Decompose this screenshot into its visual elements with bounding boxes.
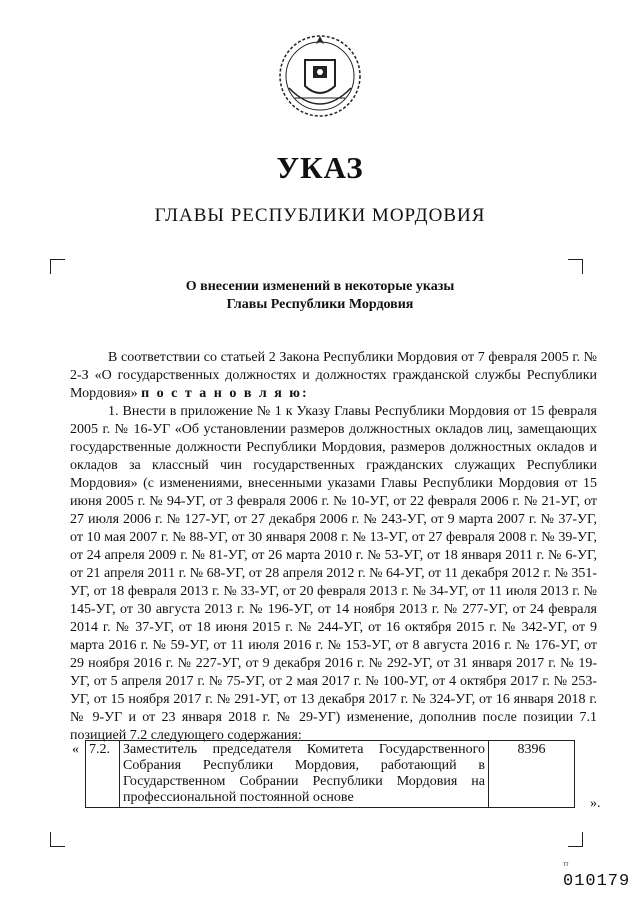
position-insert	[70, 740, 618, 811]
decree-heading-line2: Главы Республики Мордовия	[226, 297, 414, 312]
corner-mark-top-left	[50, 259, 65, 274]
corner-mark-bottom-right	[568, 832, 583, 847]
salary-value: 8396	[489, 741, 575, 808]
corner-mark-bottom-left	[50, 832, 65, 847]
coat-of-arms-icon	[275, 28, 365, 120]
preamble-text: В соответствии со статьей 2 Закона Республики Мордовия от 7 февраля 2005 г. № 2-З «О государственных должностях и должностях гражданской службы Республики Мордовия»	[70, 350, 597, 401]
amendment-paragraph: 1. Внести в приложение № 1 к Указу Главы Республики Мордовия от 15 февраля 2005 г. № 16-УГ «Об установлении размеров должностных окладов лиц, замещающих государственные должности Республики Мордовия, размеров должностных окладов и окладов за классный чин государственных гражданских служащих Республики Мордовия» (с изменениями, внесенными указами Главы Республики Мордовия от 15 июня 2005 г. № 94-УГ, от 3 февраля 2006 г. № 10-УГ, от 22 февраля 2006 г. № 21-УГ, от 27 июля 2006 г. № 127-УГ, от 27 декабря 2006 г. № 243-УГ, от 9 марта 2007 г. № 37-УГ, от 10 мая 2007 г. № 88-УГ, от 30 января 2008 г. № 13-УГ, от 27 февраля 2008 г. № 39-УГ, от 24 апреля 2009 г. № 81-УГ, от 26 марта 2010 г. № 53-УГ, от 18 января 2011 г. № 6-УГ, от 21 апреля 2011 г. № 68-УГ, от 28 апреля 2012 г. № 64-УГ, от 11 декабря 2012 г. № 351-УГ, от 18 февраля 2013 г. № 33-УГ, от 20 февраля 2013 г. № 34-УГ, от 11 июля 2013 г. № 145-УГ, от 30 августа 2013 г. № 196-УГ, от 14 ноября 2013 г. № 277-УГ, от 24 февраля 2014 г. № 37-УГ, от 18 июня 2015 г. № 244-УГ, от 16 октября 2015 г. № 342-УГ, от 9 марта 2016 г. № 59-УГ, от 11 июля 2016 г. № 153-УГ, от 8 августа 2016 г. № 176-УГ, от 29 ноября 2016 г. № 227-УГ, от 9 декабря 2016 г. № 292-УГ, от 31 января 2017 г. № 19-УГ, от 5 апреля 2017 г. № 75-УГ, от 2 мая 2017 г. № 100-УГ, от 4 октября 2017 г. № 253-УГ, от 15 ноября 2017 г. № 291-УГ, от 13 декабря 2017 г. № 324-УГ, от 16 января 2018 г. № 9-УГ и от 23 января 2018 г. № 29-УГ) изменение, дополнив после позиции 7.1 позицией 7.2 следующего содержания:	[70, 404, 597, 743]
resolve-word: п о с т а н о в л я ю:	[141, 386, 309, 401]
document-title: УКАЗ	[276, 150, 364, 185]
table-row	[86, 741, 575, 808]
stamp-label: тт	[563, 862, 569, 868]
decree-body	[70, 349, 597, 745]
open-quote: «	[72, 742, 79, 757]
close-quote: ».	[590, 796, 601, 811]
position-title: Заместитель председателя Комитета Государственного Собрания Республики Мордовия, работающий в Государственном Собрании Республики Мордовия на профессиональной постоянной основе	[120, 741, 489, 808]
decree-heading-line1: О внесении изменений в некоторые указы	[185, 279, 455, 294]
position-table	[85, 740, 575, 808]
position-number: 7.2.	[86, 741, 120, 808]
stamp-number: 010179	[563, 872, 631, 891]
document-subtitle: ГЛАВЫ РЕСПУБЛИКИ МОРДОВИЯ	[154, 205, 486, 226]
corner-mark-top-right	[568, 259, 583, 274]
preamble-paragraph	[70, 349, 597, 403]
decree-heading	[0, 278, 640, 314]
